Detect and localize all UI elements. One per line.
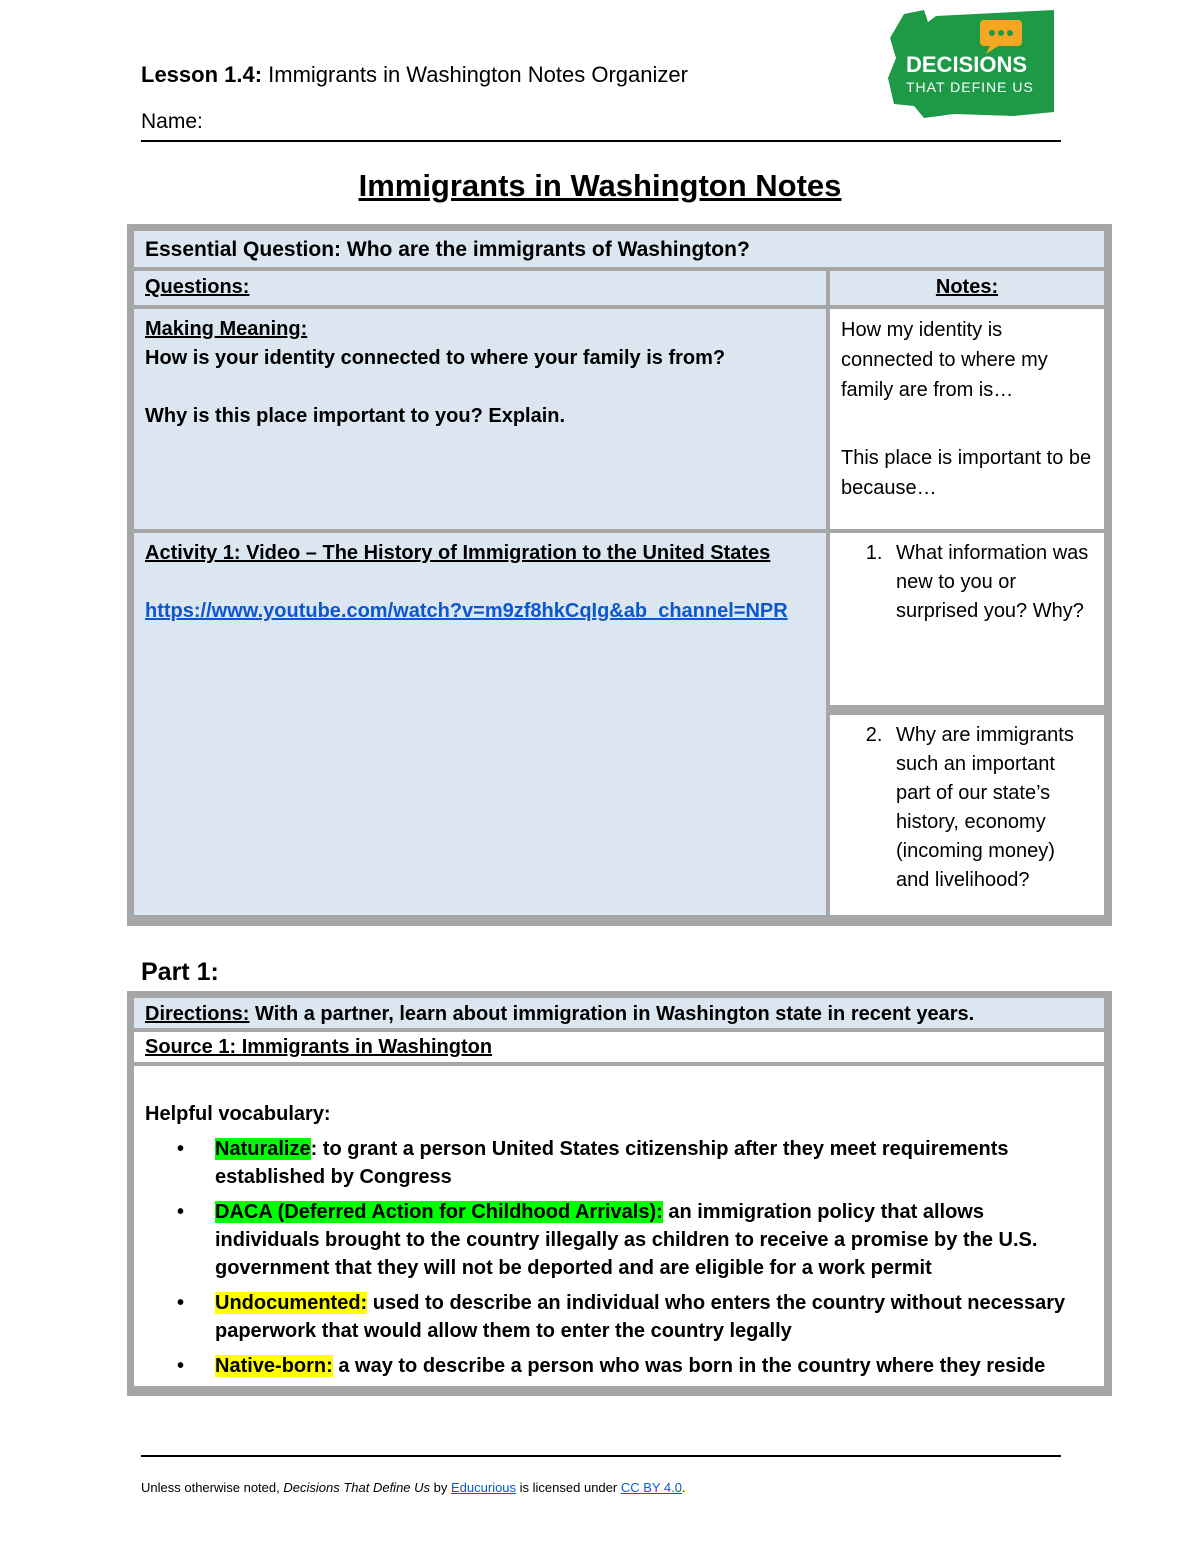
vocab-definition: used to describe an individual who enters the country without necessary paperwork that would allow them to enter the country legally xyxy=(215,1292,1066,1342)
essential-question-table xyxy=(127,224,1112,926)
activity1-note-q2-cell xyxy=(830,715,1104,915)
questions-header: Questions: xyxy=(134,271,826,305)
license-link[interactable]: CC BY 4.0 xyxy=(620,1480,683,1495)
vocab-cell xyxy=(134,1066,1104,1386)
educurious-link[interactable]: Educurious xyxy=(451,1480,517,1495)
vocab-item: • DACA (Deferred Action for Childhood Arrivals): an immigration policy that allows individuals brought to the country illegally as children to receive a promise by the U.S. government that they will not be deported and are eligible for a work permit xyxy=(177,1201,1038,1279)
vocab-item: • Undocumented: used to describe an individual who enters the country without necessary paperwork that would allow them to enter the country legally xyxy=(177,1292,1066,1342)
notes-header: Notes: xyxy=(830,271,1104,305)
making-meaning-q2: Why is this place important to you? Explain. xyxy=(145,405,566,427)
footer-work-title: Decisions That Define Us xyxy=(283,1480,431,1495)
directions-text: With a partner, learn about immigration in Washington state in recent years. xyxy=(249,1003,975,1025)
vocab-item: • Naturalize: to grant a person United States citizenship after they meet requirements established by Congress xyxy=(177,1138,1009,1188)
header-rule xyxy=(141,140,1061,142)
vocab-definition: an immigration policy that allows individuals brought to the country illegally as children to receive a promise by the U.S. government that they will not be deported and are eligible for a work permit xyxy=(215,1201,1038,1279)
part1-table xyxy=(127,991,1112,1396)
activity1-heading: Activity 1: Video – The History of Immigration to the United States xyxy=(145,542,771,564)
washington-state-logo-icon xyxy=(884,8,1056,126)
vocab-term: Native-born: xyxy=(215,1355,333,1377)
footer-rule xyxy=(141,1455,1061,1457)
vocab-term: Naturalize xyxy=(215,1138,311,1160)
part1-label: Part 1: xyxy=(141,958,219,986)
vocab-term: Undocumented: xyxy=(215,1292,368,1314)
directions-label: Directions: xyxy=(145,1003,250,1025)
lesson-label: Lesson 1.4: xyxy=(141,62,263,87)
vocab-heading: Helpful vocabulary: xyxy=(145,1103,331,1125)
making-meaning-note2: This place is important to be because… xyxy=(841,447,1092,499)
footer-by: by xyxy=(430,1480,451,1495)
activity1-note-q1-cell xyxy=(830,533,1104,705)
activity1-video-link[interactable]: https://www.youtube.com/watch?v=m9zf8hkCqIg&ab_channel=NPR xyxy=(145,600,788,622)
directions-cell xyxy=(134,998,1104,1028)
activity1-note-q1: 1. What information was new to you or surprised you? Why? xyxy=(888,539,1093,626)
making-meaning-q1: How is your identity connected to where your family is from? xyxy=(145,347,726,369)
footer-period: . xyxy=(682,1480,686,1495)
lesson-header xyxy=(141,62,688,88)
license-footer xyxy=(141,1480,686,1495)
source1-label: Source 1: Immigrants in Washington xyxy=(134,1032,1104,1062)
making-meaning-cell xyxy=(134,309,826,529)
logo-line2: THAT DEFINE US xyxy=(906,79,1034,95)
vocab-definition: a way to describe a person who was born in the country where they reside xyxy=(332,1355,1046,1377)
vocab-term: DACA (Deferred Action for Childhood Arrivals): xyxy=(215,1201,663,1223)
logo-line1: DECISIONS xyxy=(906,52,1028,77)
making-meaning-notes xyxy=(830,309,1104,529)
vocab-definition: : to grant a person United States citizenship after they meet requirements established by Congress xyxy=(215,1138,1009,1188)
vocab-item: • Native-born: a way to describe a person who was born in the country where they reside xyxy=(177,1355,1046,1377)
vocab-list xyxy=(145,1135,1093,1380)
making-meaning-note1: How my identity is connected to where my family are from is… xyxy=(841,319,1048,401)
page-title: Immigrants in Washington Notes xyxy=(358,168,842,203)
footer-prefix: Unless otherwise noted, xyxy=(141,1480,284,1495)
name-label: Name: xyxy=(141,110,203,133)
essential-question: Essential Question: Who are the immigrants of Washington? xyxy=(134,231,1104,267)
making-meaning-heading: Making Meaning: xyxy=(145,318,308,340)
activity1-cell xyxy=(134,533,826,915)
footer-licensed: is licensed under xyxy=(516,1480,621,1495)
lesson-title: Immigrants in Washington Notes Organizer xyxy=(262,62,688,87)
activity1-note-q2: 2. Why are immigrants such an important part of our state’s history, economy (incoming money) and livelihood? xyxy=(888,721,1093,895)
decisions-logo xyxy=(884,8,1056,126)
